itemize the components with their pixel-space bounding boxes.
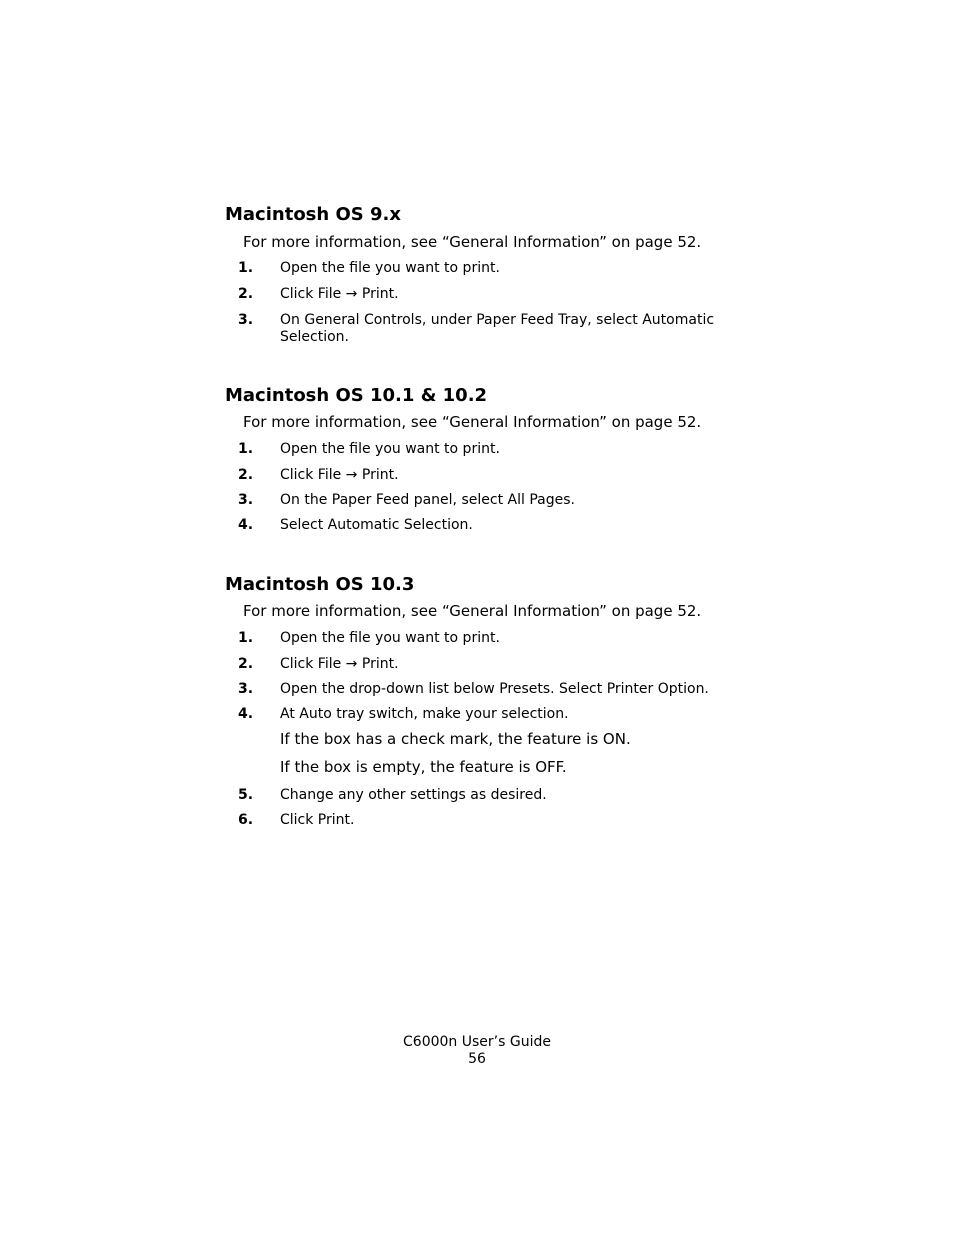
step-text: Select Automatic Selection. [280, 517, 473, 533]
step-text: Click File → Print. [280, 467, 399, 483]
step-text: On General Controls, under Paper Feed Tray, select Automatic Selection. [280, 312, 715, 345]
section-heading-os9: Macintosh OS 9.x [225, 204, 401, 225]
section-intro-os10-1: For more information, see “General Information” on page 52. [243, 413, 702, 431]
step-number: 2. [238, 286, 254, 302]
step-number: 2. [238, 656, 254, 672]
step-text: Open the file you want to print. [280, 441, 500, 457]
step-text: Open the file you want to print. [280, 630, 500, 646]
step-text: Click File → Print. [280, 286, 399, 302]
step-number: 1. [238, 630, 254, 646]
note-text: If the box is empty, the feature is OFF. [280, 758, 567, 776]
section-heading-os10-1: Macintosh OS 10.1 & 10.2 [225, 385, 488, 406]
step-text: Open the file you want to print. [280, 260, 500, 276]
section-heading-os10-3: Macintosh OS 10.3 [225, 574, 415, 595]
section-intro-os9: For more information, see “General Information” on page 52. [243, 233, 702, 251]
step-text: Click File → Print. [280, 656, 399, 672]
footer-guide-title: C6000n User’s Guide [403, 1034, 551, 1050]
step-number: 1. [238, 441, 254, 457]
step-number: 5. [238, 787, 254, 803]
step-text: At Auto tray switch, make your selection. [280, 706, 569, 722]
step-number: 3. [238, 312, 254, 328]
note-text: If the box has a check mark, the feature is ON. [280, 730, 631, 748]
step-number: 4. [238, 706, 254, 722]
step-text: On the Paper Feed panel, select All Pages. [280, 492, 575, 508]
step-text: Click Print. [280, 812, 355, 828]
step-number: 4. [238, 517, 254, 533]
step-number: 2. [238, 467, 254, 483]
step-text: Change any other settings as desired. [280, 787, 547, 803]
section-intro-os10-3: For more information, see “General Information” on page 52. [243, 602, 702, 620]
step-number: 3. [238, 681, 254, 697]
step-number: 1. [238, 260, 254, 276]
page-number: 56 [468, 1051, 486, 1067]
step-number: 6. [238, 812, 254, 828]
step-text: Open the drop-down list below Presets. Select Printer Option. [280, 681, 709, 697]
step-number: 3. [238, 492, 254, 508]
